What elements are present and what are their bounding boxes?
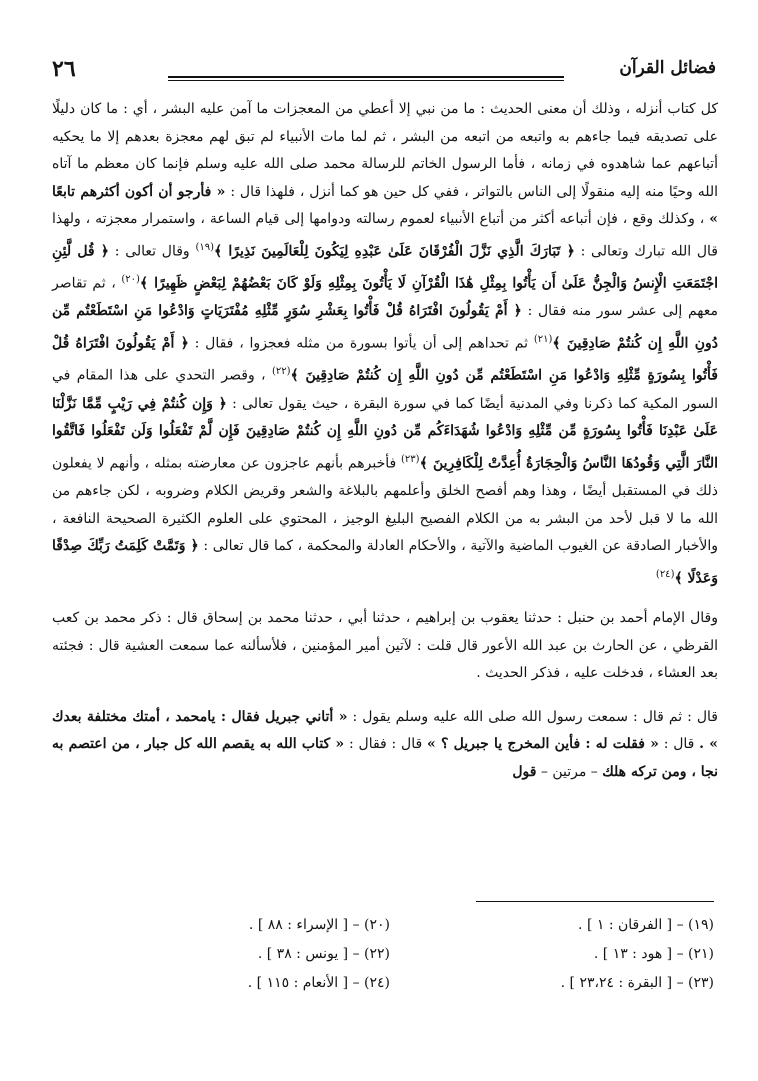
hadith-quote: « فقلت له : فأين المخرج يا جبريل ؟ » xyxy=(427,736,659,753)
quran-verse-19: ﴿ تَبَارَكَ الَّذِي نَزَّلَ الْفُرْقَانَ عَلَىٰ عَبْدِهِ لِيَكُونَ لِلْعَالَمِينَ نَذِيرًا ﴾ xyxy=(214,243,575,260)
footnote-row xyxy=(66,939,714,968)
quran-verse-22: ﴿ أَمْ يَقُولُونَ افْتَرَاهُ قُلْ فَأْتُوا بِسُورَةٍ مِّثْلِهِ وَادْعُوا مَنِ اسْتَطَعْتُم مِّن دُونِ اللَّهِ إِن كُنتُمْ صَادِقِينَ ﴾ xyxy=(52,335,718,384)
footnote-24: (٢٤) – [ الأنعام : ١١٥ ] . xyxy=(247,974,390,991)
footnote-marker-22: (٢٢) xyxy=(271,366,291,378)
page-number: ٢٦ xyxy=(52,56,76,82)
text-segment: قال : فقال : xyxy=(349,736,423,753)
quran-verse-21: ﴿ أَمْ يَقُولُونَ افْتَرَاهُ قُلْ فَأْتُوا بِعَشْرِ سُوَرٍ مِّثْلِهِ مُفْتَرَيَاتٍ وَادْعُوا مَنِ اسْتَطَعْتُم مِّن دُونِ اللَّهِ إِن كُنتُمْ صَادِقِينَ ﴾ xyxy=(52,303,718,352)
text-segment: ، وقصر التحدي على هذا المقام في السور المكية كما ذكرنا وفي المدنية أيضًا كما في سورة البقرة ، حيث يقول تعالى : xyxy=(52,367,718,412)
paragraph-hadith xyxy=(52,704,718,787)
footnote-rule xyxy=(476,901,714,902)
text-segment: وقال تعالى : xyxy=(114,243,190,260)
footnote-row xyxy=(66,910,714,939)
main-text xyxy=(52,96,718,787)
footnote-19: (١٩) – [ الفرقان : ١ ] . xyxy=(578,916,714,933)
footnote-marker-24: (٢٤) xyxy=(655,568,675,580)
footnote-marker-20: (٢٠) xyxy=(121,274,140,286)
footnote-21: (٢١) – [ هود : ١٣ ] . xyxy=(593,945,714,962)
footnote-marker-19: (١٩) xyxy=(195,241,214,253)
footnote-23: (٢٣) – [ البقرة : ٢٣،٢٤ ] . xyxy=(560,974,714,991)
footnote-20: (٢٠) – [ الإسراء : ٨٨ ] . xyxy=(248,916,390,933)
text-segment: فأخبرهم بأنهم عاجزون عن معارضته بمثله ، وأنهم لا يفعلون ذلك في المستقبل أيضًا ، وهذا وهم أفصح الخلق وأعلمهم بالبلاغة والشعر وقريض الكلام وضروبه ، لكن جاءهم من الله ما لا قبل لأحد من البشر به من الكلام الفصيح البليغ الوجيز ، المحتوي على العلوم الكثيرة الصحيحة النافعة ، والأخبار الصادقة عن الغيوب الماضية والآتية ، والأحكام العادلة والمحكمة ، كما قال تعالى : xyxy=(52,455,719,555)
text-segment: ، وكذلك وقع ، فإن أتباعه أكثر من أتباع الأنبياء لعموم رسالته ودوامها إلى قيام الساعة ، واستمرار معجزته ، ولهذا قال الله تبارك وتعالى : xyxy=(52,211,718,260)
paragraph-miracles xyxy=(52,96,718,593)
page-header xyxy=(52,54,716,86)
footnote-marker-21: (٢١) xyxy=(533,334,553,346)
quran-verse-20: ﴿ قُل لَّئِنِ اجْتَمَعَتِ الْإِنسُ وَالْجِنُّ عَلَىٰ أَن يَأْتُوا بِمِثْلِ هَٰذَا الْقُرْآنِ لَا يَأْتُونَ بِمِثْلِهِ وَلَوْ كَانَ بَعْضُهُمْ لِبَعْضٍ ظَهِيرًا ﴾ xyxy=(52,243,718,292)
text-segment: قال : ثم قال : سمعت رسول الله صلى الله عليه وسلم يقول : xyxy=(352,708,719,725)
hadith-quote: « أتاني جبريل فقال : يامحمد ، أمتك مختلفة بعدك » . xyxy=(52,708,719,753)
hadith-quote: « كتاب الله به يقصم الله كل جبار ، من اعتصم به نجا ، ومن تركه هلك xyxy=(52,736,718,780)
hadith-quote: « فأرجو أن أكون أكثرهم تابعًا » xyxy=(52,183,719,228)
quran-verse-23: ﴿ وَإِن كُنتُمْ فِي رَيْبٍ مِّمَّا نَزَّلْنَا عَلَىٰ عَبْدِنَا فَأْتُوا بِسُورَةٍ مِّن مِّثْلِهِ وَادْعُوا شُهَدَاءَكُم مِّن دُونِ اللَّهِ إِن كُنتُمْ صَادِقِينَ فَإِن لَّمْ تَفْعَلُوا وَلَن تَفْعَلُوا فَاتَّقُوا النَّارَ الَّتِي وَقُودُهَا النَّاسُ وَالْحِجَارَةُ أُعِدَّتْ لِلْكَافِرِينَ ﴾ xyxy=(52,395,719,472)
quran-verse-24: ﴿ وَتَمَّتْ كَلِمَتُ رَبِّكَ صِدْقًا وَعَدْلًا ﴾ xyxy=(52,538,718,587)
footnote-row xyxy=(66,968,714,997)
text-segment: ، ثم تقاصر معهم إلى عشر سور منه فقال : xyxy=(52,275,719,320)
text-segment: – مرتين – xyxy=(540,764,598,780)
footnotes xyxy=(66,910,714,997)
text-segment: كل كتاب أنزله ، وذلك أن معنى الحديث : ما من نبي إلا أعطي من المعجزات ما آمن عليه البشر ، أي : ما كان دليلًا على تصديقه فيما جاءهم به واتبعه من اتبعه من البشر ، ثم لما مات الأنبياء لم تبق لهم معجزة بعدهم إلا ما يحكيه أتباعهم عما شاهدوه في زمانه ، فأما الرسول الخاتم للرسالة محمد صلى الله عليه وسلم فإنما كان معظم ما آتاه الله وحيًا منه إليه منقولًا إلى الناس بالتواتر ، ففي كل حين هو كما أنزل ، فلهذا قال : xyxy=(52,101,719,200)
header-rule xyxy=(168,76,564,81)
running-title: فضائل القرآن xyxy=(619,58,716,78)
footnote-22: (٢٢) – [ يونس : ٣٨ ] . xyxy=(257,945,390,962)
text-segment: وقال الإمام أحمد بن حنبل : حدثنا يعقوب بن إبراهيم ، حدثنا أبي ، حدثنا محمد بن إسحاق قال : ذكر محمد بن كعب القرظي ، عن الحارث بن عبد الله الأعور قال قلت : لآتين أمير المؤمنين ، فلأسألنه عما سمعت العشية قال : فجئته بعد العشاء ، فدخلت عليه ، فذكر الحديث . xyxy=(52,610,718,682)
paragraph-isnad xyxy=(52,605,718,688)
footnote-marker-23: (٢٣) xyxy=(401,453,420,465)
hadith-quote: قول xyxy=(512,764,537,780)
text-segment: قال : xyxy=(663,736,695,753)
text-segment: ثم تحداهم إلى أن يأتوا بسورة من مثله فعجزوا ، فقال : xyxy=(194,335,528,352)
